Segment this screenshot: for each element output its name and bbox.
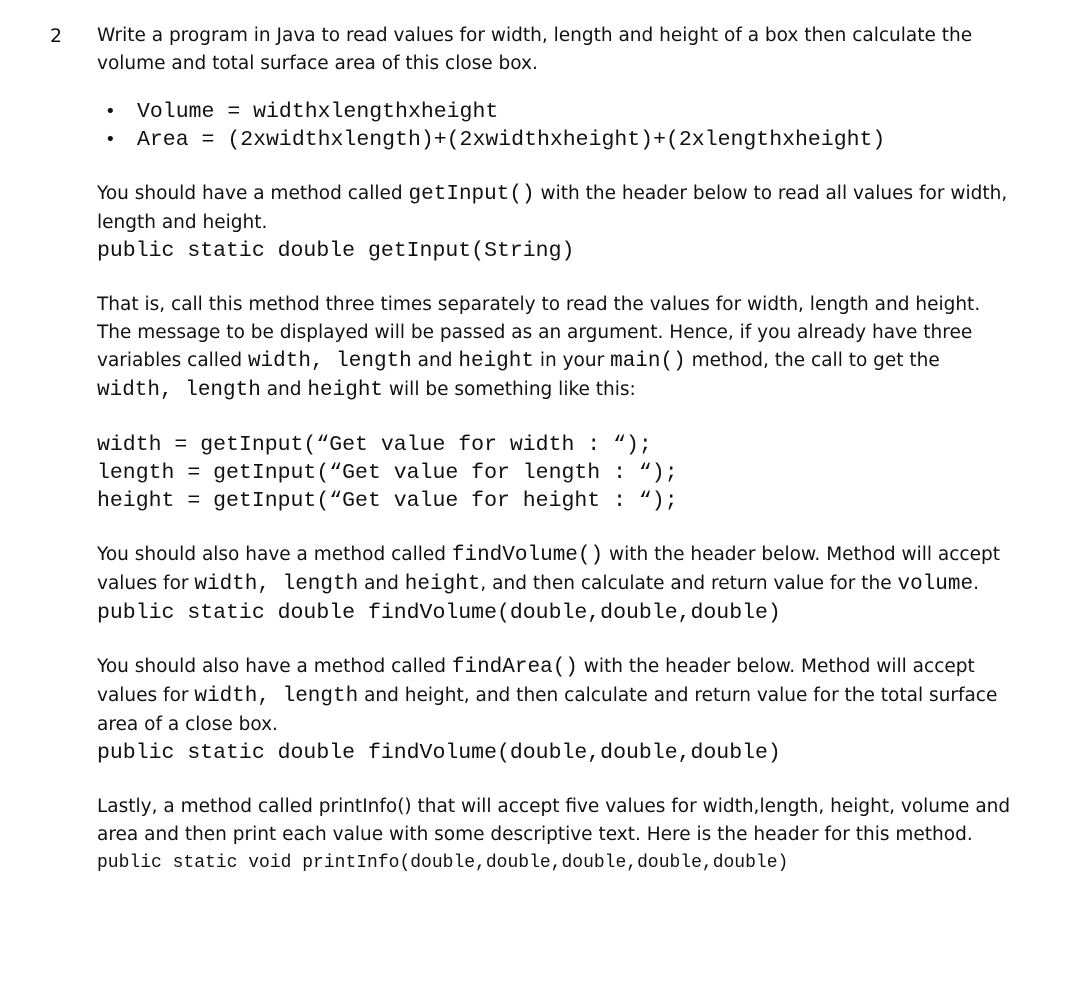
findarea-text-1: You should also have a method called bbox=[97, 656, 452, 677]
findvolume-vars: width, length bbox=[194, 573, 359, 596]
call-main-method: main() bbox=[610, 350, 686, 373]
call-text-4: method, the call to get the bbox=[685, 350, 940, 371]
question-intro: Write a program in Java to read values for width, length and height of a box then calculate the volume and total surface area of this close box. bbox=[97, 25, 973, 74]
getinput-text-1: You should have a method called bbox=[97, 183, 409, 204]
getinput-text-2: with the header below to read all values for width, length and height. bbox=[97, 183, 1008, 233]
findvolume-method-name: findVolume() bbox=[451, 544, 604, 567]
code-line-height: height = getInput(“Get value for height : “); bbox=[97, 489, 678, 513]
printinfo-description: Lastly, a method called printInfo() that will accept five values for width,length, height, volume and area and then print each value with some descriptive text. Here is the header for this method. bbox=[97, 796, 1011, 845]
call-text-1: That is, call this method three times separately to read the values for width, length and height. The message to be displayed will be passed as an argument. Hence, if you already have three variables called bbox=[97, 294, 981, 371]
findarea-vars: width, length bbox=[194, 685, 359, 708]
formula-volume: • Volume = widthxlengthxheight bbox=[97, 98, 1017, 126]
findarea-text-2: with the header below. Method will accept values for bbox=[97, 656, 975, 706]
formula-area: • Area = (2xwidthxlength)+(2xwidthxheight)+(2xlengthxheight) bbox=[97, 126, 1017, 154]
question-number: 2 bbox=[50, 25, 63, 47]
getinput-header: public static double getInput(String) bbox=[97, 239, 575, 263]
formula-list bbox=[97, 98, 1017, 154]
getinput-description bbox=[97, 180, 1017, 237]
call-vars-1: width, length bbox=[247, 350, 412, 373]
printinfo-header: public static void printInfo(double,double,double,double,double) bbox=[97, 853, 789, 873]
findarea-method-name: findArea() bbox=[451, 656, 578, 679]
findvolume-text-1: You should also have a method called bbox=[97, 544, 452, 565]
call-description bbox=[97, 291, 1017, 405]
code-line-width: width = getInput(“Get value for width : “); bbox=[97, 433, 652, 457]
question-content bbox=[97, 22, 1017, 877]
call-text-3: in your bbox=[533, 350, 611, 371]
call-var-height-1: height bbox=[458, 350, 534, 373]
findvolume-text-4: , and then calculate and return value for the bbox=[480, 573, 898, 594]
call-var-height-2: height bbox=[307, 379, 384, 402]
findvolume-description bbox=[97, 541, 1017, 599]
getinput-method-name: getInput() bbox=[408, 183, 535, 206]
call-text-6: will be something like this: bbox=[383, 379, 636, 400]
call-code-block bbox=[97, 431, 1017, 515]
findarea-header: public static double findVolume(double,double,double) bbox=[97, 741, 781, 765]
call-text-5: and bbox=[260, 379, 308, 400]
findvolume-var-height: height bbox=[404, 573, 481, 596]
findvolume-text-2: with the header below. Method will accept values for bbox=[97, 544, 1000, 594]
findvolume-text-3: and bbox=[358, 573, 405, 594]
code-line-length: length = getInput(“Get value for length : “); bbox=[97, 461, 678, 485]
findarea-text-3: and height, and then calculate and return value for the total surface area of a close box. bbox=[97, 685, 998, 735]
call-text-2: and bbox=[411, 350, 459, 371]
findvolume-var-volume: volume bbox=[897, 573, 974, 596]
findarea-description bbox=[97, 653, 1017, 739]
findvolume-header: public static double findVolume(double,double,double) bbox=[97, 601, 781, 625]
call-vars-2: width, length bbox=[97, 379, 261, 402]
findvolume-text-5: . bbox=[973, 573, 979, 594]
